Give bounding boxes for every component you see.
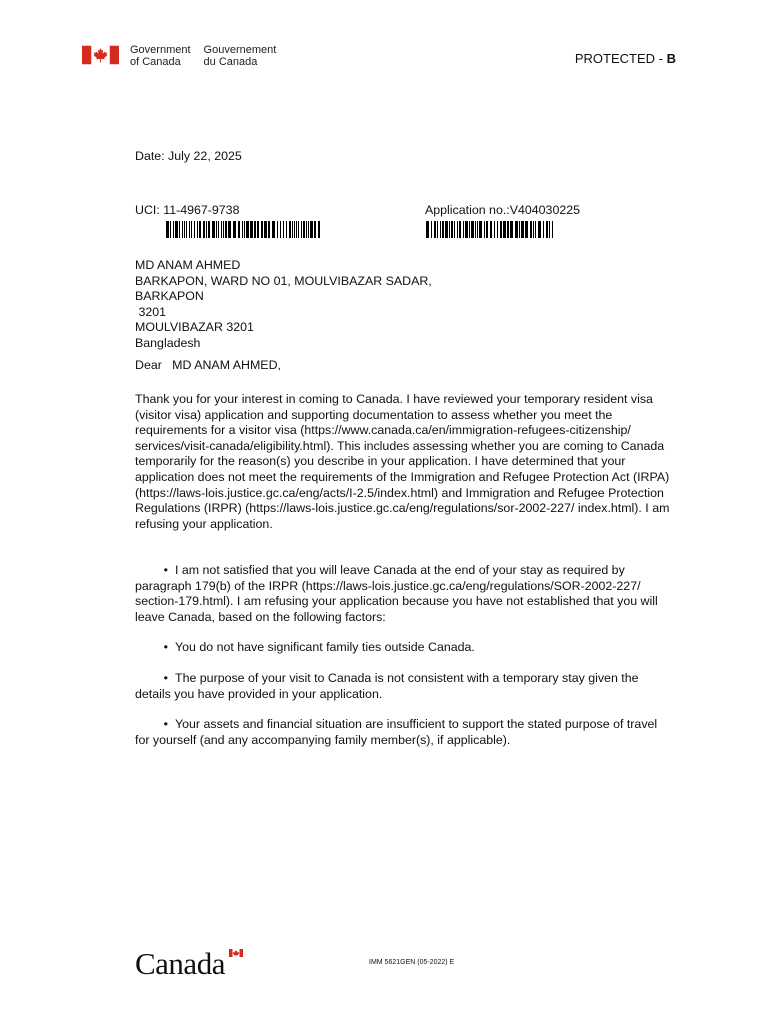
address-line: BARKAPON (135, 289, 204, 304)
barcode-bar (283, 221, 284, 238)
barcode-bar (469, 221, 470, 238)
barcode-bar (318, 221, 320, 238)
barcode-bar (182, 221, 183, 238)
barcode-bar (246, 221, 249, 238)
barcode-bar (286, 221, 287, 238)
barcode-bar (250, 221, 253, 238)
protected-classification (575, 51, 676, 66)
form-code: IMM 5621GEN (05-2022) E (369, 959, 455, 966)
government-of-canada-signature (82, 45, 276, 69)
barcode-bar (191, 221, 192, 238)
barcode-bar (475, 221, 476, 238)
barcode-bar (186, 221, 187, 238)
barcode-bar (292, 221, 293, 238)
bullet-text: Your assets and financial situation are insufficient to support the stated purpose of travel for yourself (and any accompanying family member(s), if applicable). (135, 717, 658, 747)
barcode-bar (549, 221, 550, 238)
barcode-bar (261, 221, 263, 238)
barcode-bar (212, 221, 215, 238)
barcode-bar (216, 221, 217, 238)
barcode-bar (296, 221, 297, 238)
address-line: MD ANAM AHMED (135, 258, 241, 272)
barcode-bar (308, 221, 309, 238)
barcode-bar (510, 221, 513, 238)
barcode-bar (431, 221, 432, 238)
barcode-bar (490, 221, 492, 238)
salutation: Dear MD ANAM AHMED, (135, 358, 281, 372)
barcode-bar (525, 221, 528, 238)
uci-barcode (166, 221, 322, 238)
barcode-bar (301, 221, 302, 238)
factor-purpose-of-visit (135, 671, 675, 702)
barcode-bar (264, 221, 267, 238)
protected-level: B (666, 51, 676, 66)
barcode-bar (310, 221, 313, 238)
recipient-address (135, 258, 635, 352)
barcode-bar (440, 221, 441, 238)
barcode-bar (451, 221, 453, 238)
barcode-bar (233, 221, 236, 238)
bullet-marker: • (163, 671, 168, 685)
bullet-text: I am not satisfied that you will leave Canada at the end of your stay as required by paragraph 179(b) of the IRPR (https://laws-lois.justice.gc.ca/eng/regulations/SOR-2002-227/ section-179.html). I am refusing your application because you have not established that you will leave Canada, based on the following factors: (135, 563, 658, 624)
barcode-bar (206, 221, 207, 238)
barcode-bar (184, 221, 185, 238)
barcode-bar (459, 221, 461, 238)
barcode-bar (500, 221, 502, 238)
canada-wordmark (135, 946, 243, 981)
barcode-bar (280, 221, 281, 238)
barcode-bar (238, 221, 240, 238)
factor-family-ties (135, 640, 675, 656)
barcode-bar (277, 221, 278, 238)
application-barcode (426, 221, 556, 238)
barcode-bar (442, 221, 444, 238)
barcode-bar (519, 221, 520, 238)
refusal-reason-paragraph (135, 563, 675, 625)
barcode-bar (546, 221, 548, 238)
barcode-bar (170, 221, 171, 238)
barcode-bar (272, 221, 275, 238)
bullet-text: The purpose of your visit to Canada is not consistent with a temporary stay given the details you have provided in your application. (135, 671, 639, 701)
barcode-bar (457, 221, 458, 238)
bullet-marker: • (163, 563, 168, 577)
gov-en-line2: of Canada (130, 56, 181, 68)
canada-flag-icon (82, 45, 119, 65)
gov-en-line1: Government (130, 44, 191, 56)
barcode-bar (218, 221, 219, 238)
barcode-bar (437, 221, 438, 238)
barcode-bar (479, 221, 482, 238)
barcode-bar (254, 221, 256, 238)
barcode-bar (298, 221, 299, 238)
letter-date: Date: July 22, 2025 (135, 149, 242, 163)
government-of-canada-en (130, 44, 191, 68)
barcode-bar (463, 221, 464, 238)
barcode-bar (497, 221, 498, 238)
barcode-bar (465, 221, 468, 238)
barcode-bar (434, 221, 436, 238)
barcode-bar (199, 221, 201, 238)
barcode-bar (294, 221, 295, 238)
barcode-bar (530, 221, 532, 238)
barcode-bar (257, 221, 259, 238)
barcode-bar (203, 221, 205, 238)
uci-number: UCI: 11-4967-9738 (135, 203, 240, 217)
barcode-bar (484, 221, 485, 238)
barcode-bar (314, 221, 316, 238)
barcode-bar (533, 221, 534, 238)
barcode-bar (175, 221, 178, 238)
barcode-bar (197, 221, 198, 238)
barcode-bar (303, 221, 305, 238)
factor-financial-situation (135, 717, 675, 748)
barcode-bar (166, 221, 169, 238)
address-line: Bangladesh (135, 335, 201, 350)
canada-wordmark-text: Canada (135, 946, 225, 981)
address-line: 3201 (135, 304, 167, 319)
wordmark-flag-icon (229, 949, 243, 957)
address-line: BARKAPON, WARD NO 01, MOULVIBAZAR SADAR, (135, 273, 432, 288)
barcode-bar (426, 221, 429, 238)
barcode-bar (306, 221, 307, 238)
barcode-bar (507, 221, 509, 238)
barcode-bar (494, 221, 495, 238)
barcode-bar (268, 221, 270, 238)
intro-paragraph: Thank you for your interest in coming to Canada. I have reviewed your temporary resident visa (visitor visa) application and supporting documentation to assess whether you meet the requirements for a visitor visa (https://www.canada.ca/en/immigration-refugees-citizenship/ services/visit-canada/eligibility.html). This includes assessing whether you are coming to Canada temporarily for the reason(s) you describe in your application. I have determined that your application does not meet the requirements of the Immigration and Refugee Protection Act (IRPA) (https://laws-lois.justice.gc.ca/eng/acts/I-2.5/index.html) and Immigration and Refugee Protection Regulations (IRPR) (https://laws-lois.justice.gc.ca/eng/regulations/sor-2002-227/ index.html). I am refusing your application. (135, 392, 670, 531)
protected-label: PROTECTED - (574, 51, 667, 66)
barcode-bar (503, 221, 506, 238)
barcode-bar (515, 221, 518, 238)
barcode-bar (471, 221, 474, 238)
barcode-bar (535, 221, 536, 238)
barcode-bar (538, 221, 541, 238)
barcode-bar (477, 221, 478, 238)
barcode-bar (449, 221, 450, 238)
gov-fr-line2: du Canada (203, 56, 258, 68)
barcode-bar (225, 221, 227, 238)
barcode-bar (445, 221, 448, 238)
bullet-text: You do not have significant family ties outside Canada. (175, 640, 475, 654)
gov-fr-line1: Gouvernement (203, 44, 277, 56)
bullet-marker: • (163, 717, 168, 731)
bullet-marker: • (163, 640, 168, 654)
address-line: MOULVIBAZAR 3201 (135, 320, 254, 335)
barcode-bar (289, 221, 291, 238)
barcode-bar (228, 221, 231, 238)
barcode-bar (454, 221, 455, 238)
application-number: Application no.:V404030225 (425, 203, 581, 217)
barcode-bar (486, 221, 488, 238)
barcode-bar (223, 221, 224, 238)
government-of-canada-fr (204, 44, 277, 68)
barcode-bar (194, 221, 195, 238)
barcode-bar (189, 221, 190, 238)
barcode-bar (543, 221, 544, 238)
barcode-bar (173, 221, 174, 238)
barcode-bar (179, 221, 180, 238)
barcode-bar (208, 221, 210, 238)
barcode-bar (244, 221, 245, 238)
barcode-bar (242, 221, 243, 238)
barcode-bar (521, 221, 524, 238)
barcode-bar (221, 221, 222, 238)
barcode-bar (552, 221, 553, 238)
